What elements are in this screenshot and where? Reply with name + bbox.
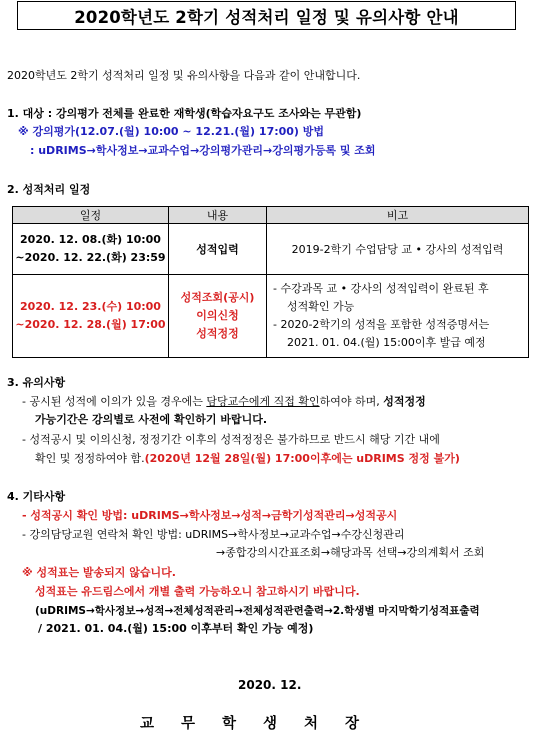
schedule-date-cell [13,224,169,275]
caution-item-1-cont: 가능기간은 강의별로 사전에 확인하기 바랍니다. [35,413,268,426]
issue-date: 2020. 12. [238,678,302,692]
evaluation-path: : uDRIMS→학사정보→교과수업→강의평가관리→강의평가등록 및 조회 [30,144,376,157]
header-note: 비고 [267,207,529,224]
section1-heading: 1. 대상 : 강의평가 전체를 완료한 재학생(학습자요구도 조사와는 무관함) [7,107,362,120]
caution-item-2: - 성적공시 및 이의신청, 정정기간 이후의 성적정정은 불가하므로 반드시 해당 기간 내에 [22,433,440,446]
table-row [13,275,529,358]
report-card-path-cont: / 2021. 01. 04.(월) 15:00 이후부터 확인 가능 예정) [38,622,314,635]
header-schedule: 일정 [13,207,169,224]
date-start: 2020. 12. 08.(화) 10:00 [20,233,161,246]
report-card-detail: 성적표는 유드림스에서 개별 출력 가능하오니 참고하시기 바랍니다. [35,585,360,598]
caution-underline: 담당교수에게 직접 확인 [206,395,320,408]
evaluation-method: ※ 강의평가(12.07.(월) 10:00 ~ 12.21.(월) 17:00) 방법 [18,125,325,138]
schedule-table [12,206,529,358]
caution-text: 하여야 하며, [319,395,384,408]
caution-bold: 성적정정 [383,395,426,408]
content-cell: 성적입력 [169,224,267,275]
report-card-notice: ※ 성적표는 발송되지 않습니다. [22,566,176,579]
grade-check-method: - 성적공시 확인 방법: uDRIMS→학사정보→성적→금학기성적관리→성적공시 [22,509,398,522]
caution-text: 확인 및 정정하여야 함. [35,452,145,465]
content-line: 성적조회(공시) [180,291,255,304]
caution-item-1 [22,395,426,409]
date-end: ~2020. 12. 28.(월) 17:00 [15,318,166,331]
note-cell [267,275,529,358]
note-line: - 2020-2학기의 성적을 포함한 성적증명서는 [273,318,490,331]
section4-heading: 4. 기타사항 [7,490,66,503]
section3-heading: 3. 유의사항 [7,376,66,389]
report-card-path: (uDRIMS→학사정보→성적→전체성적관리→전체성적관련출력→2.학생별 마지막학기성적표출력 [35,605,480,617]
table-row [13,224,529,275]
note-line: - 수강과목 교 • 강사의 성적입력이 완료된 후 [273,282,489,295]
intro-text: 2020학년도 2학기 성적처리 일정 및 유의사항을 다음과 같이 안내합니다. [7,69,361,82]
issuing-office: 교무학생처장 [140,716,387,732]
note-cell: 2019-2학기 수업담당 교 • 강사의 성적입력 [267,224,529,275]
note-line: 성적확인 가능 [287,300,355,313]
date-end: ~2020. 12. 22.(화) 23:59 [15,251,166,264]
instructor-contact-method: - 강의담당교원 연락처 확인 방법: uDRIMS→학사정보→교과수업→수강신청관리 [22,528,405,541]
caution-item-2-cont [35,452,460,466]
document-title: 2020학년도 2학기 성적처리 일정 및 유의사항 안내 [17,1,516,30]
content-line: 성적정정 [196,327,239,340]
section2-heading: 2. 성적처리 일정 [7,183,91,196]
content-cell [169,275,267,358]
date-start: 2020. 12. 23.(수) 10:00 [20,300,161,313]
header-content: 내용 [169,207,267,224]
table-header-row [13,207,529,224]
caution-text: - 공시된 성적에 이의가 있을 경우에는 [22,395,207,408]
schedule-date-cell [13,275,169,358]
instructor-contact-path: →종합강의시간표조회→해당과목 선택→강의계획서 조회 [216,546,485,559]
content-line: 이의신청 [196,309,239,322]
caution-warning: (2020년 12월 28일(월) 17:00이후에는 uDRIMS 정정 불가) [144,452,460,465]
note-line: 2021. 01. 04.(월) 15:00이후 발급 예정 [287,336,486,349]
